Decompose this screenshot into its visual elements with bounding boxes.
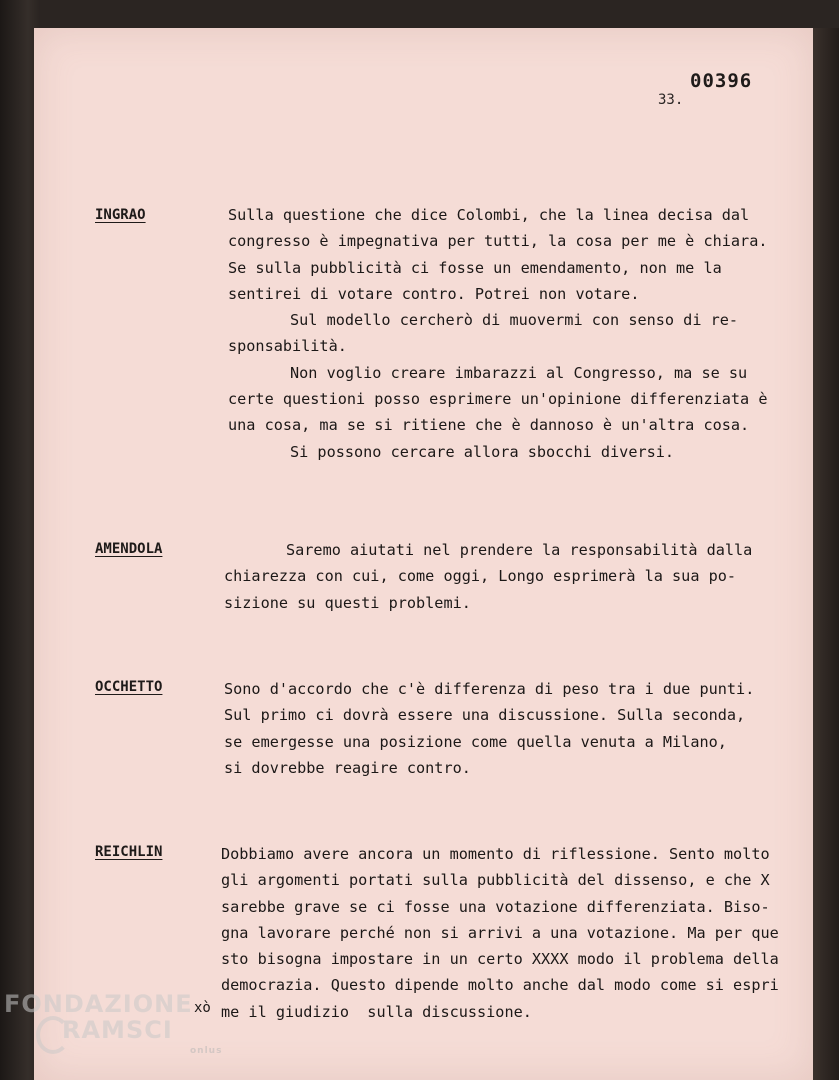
speech-line: Si possono cercare allora sbocchi diversi. bbox=[290, 442, 675, 461]
page-number: 33. bbox=[658, 92, 684, 108]
speech-line: sto bisogna impostare in un certo XXXX modo il problema della bbox=[221, 950, 779, 969]
speech-line: sponsabilità. bbox=[228, 337, 347, 356]
watermark-line: RAMSCI bbox=[62, 1016, 173, 1044]
page-edge bbox=[813, 28, 839, 1080]
speech-line: congresso è impegnativa per tutti, la cosa per me è chiara. bbox=[228, 232, 768, 251]
speaker-name: OCCHETTO bbox=[95, 679, 163, 695]
speaker-name: INGRAO bbox=[95, 207, 146, 223]
speech-line: Sulla questione che dice Colombi, che la linea decisa dal bbox=[228, 206, 750, 224]
speech-line: Se sulla pubblicità ci fosse un emendamento, non me la bbox=[228, 258, 722, 277]
speech-line: Non voglio creare imbarazzi al Congresso, ma se su bbox=[290, 363, 748, 382]
speech-line: Dobbiamo avere ancora un momento di riflessione. Sento molto bbox=[221, 845, 770, 863]
watermark-line: FONDAZIONE bbox=[4, 990, 193, 1018]
speech-line: gna lavorare perché non si arrivi a una votazione. Ma per que bbox=[221, 923, 779, 942]
speech-line: sarebbe grave se ci fosse una votazione differenziata. Biso- bbox=[221, 897, 770, 916]
speech-line: Sul modello cercherò di muovermi con senso di re- bbox=[290, 311, 739, 330]
speech-block bbox=[224, 676, 784, 781]
speech-line: una cosa, ma se si ritiene che è dannoso è un'altra cosa. bbox=[228, 416, 750, 435]
speech-line: Sono d'accordo che c'è differenza di peso tra i due punti. bbox=[224, 680, 755, 698]
watermark-line: onlus bbox=[190, 1046, 223, 1056]
document-number: 00396 bbox=[690, 70, 753, 92]
speech-line: sizione su questi problemi. bbox=[224, 593, 471, 612]
margin-mark: xò bbox=[194, 1000, 211, 1016]
speech-block bbox=[221, 841, 781, 1025]
speech-line: chiarezza con cui, come oggi, Longo esprimerà la sua po- bbox=[224, 567, 737, 586]
speech-line: si dovrebbe reagire contro. bbox=[224, 758, 471, 777]
speech-line: gli argomenti portati sulla pubblicità del dissenso, e che X bbox=[221, 871, 770, 890]
speaker-name: REICHLIN bbox=[95, 844, 163, 860]
speech-line: Saremo aiutati nel prendere la responsabilità dalla bbox=[286, 541, 753, 559]
speech-line: se emergesse una posizione come quella venuta a Milano, bbox=[224, 732, 727, 751]
speech-line: sentirei di votare contro. Potrei non votare. bbox=[228, 284, 640, 303]
speaker-name: AMENDOLA bbox=[95, 541, 163, 557]
speech-line: me il giudizio sulla discussione. bbox=[221, 1002, 532, 1021]
speech-line: certe questioni posso esprimere un'opinione differenziata è bbox=[228, 390, 768, 409]
speech-block bbox=[228, 202, 788, 465]
speech-block bbox=[224, 537, 784, 616]
speech-line: democrazia. Questo dipende molto anche dal modo come si espri bbox=[221, 976, 779, 995]
speech-line: Sul primo ci dovrà essere una discussione. Sulla seconda, bbox=[224, 706, 746, 725]
